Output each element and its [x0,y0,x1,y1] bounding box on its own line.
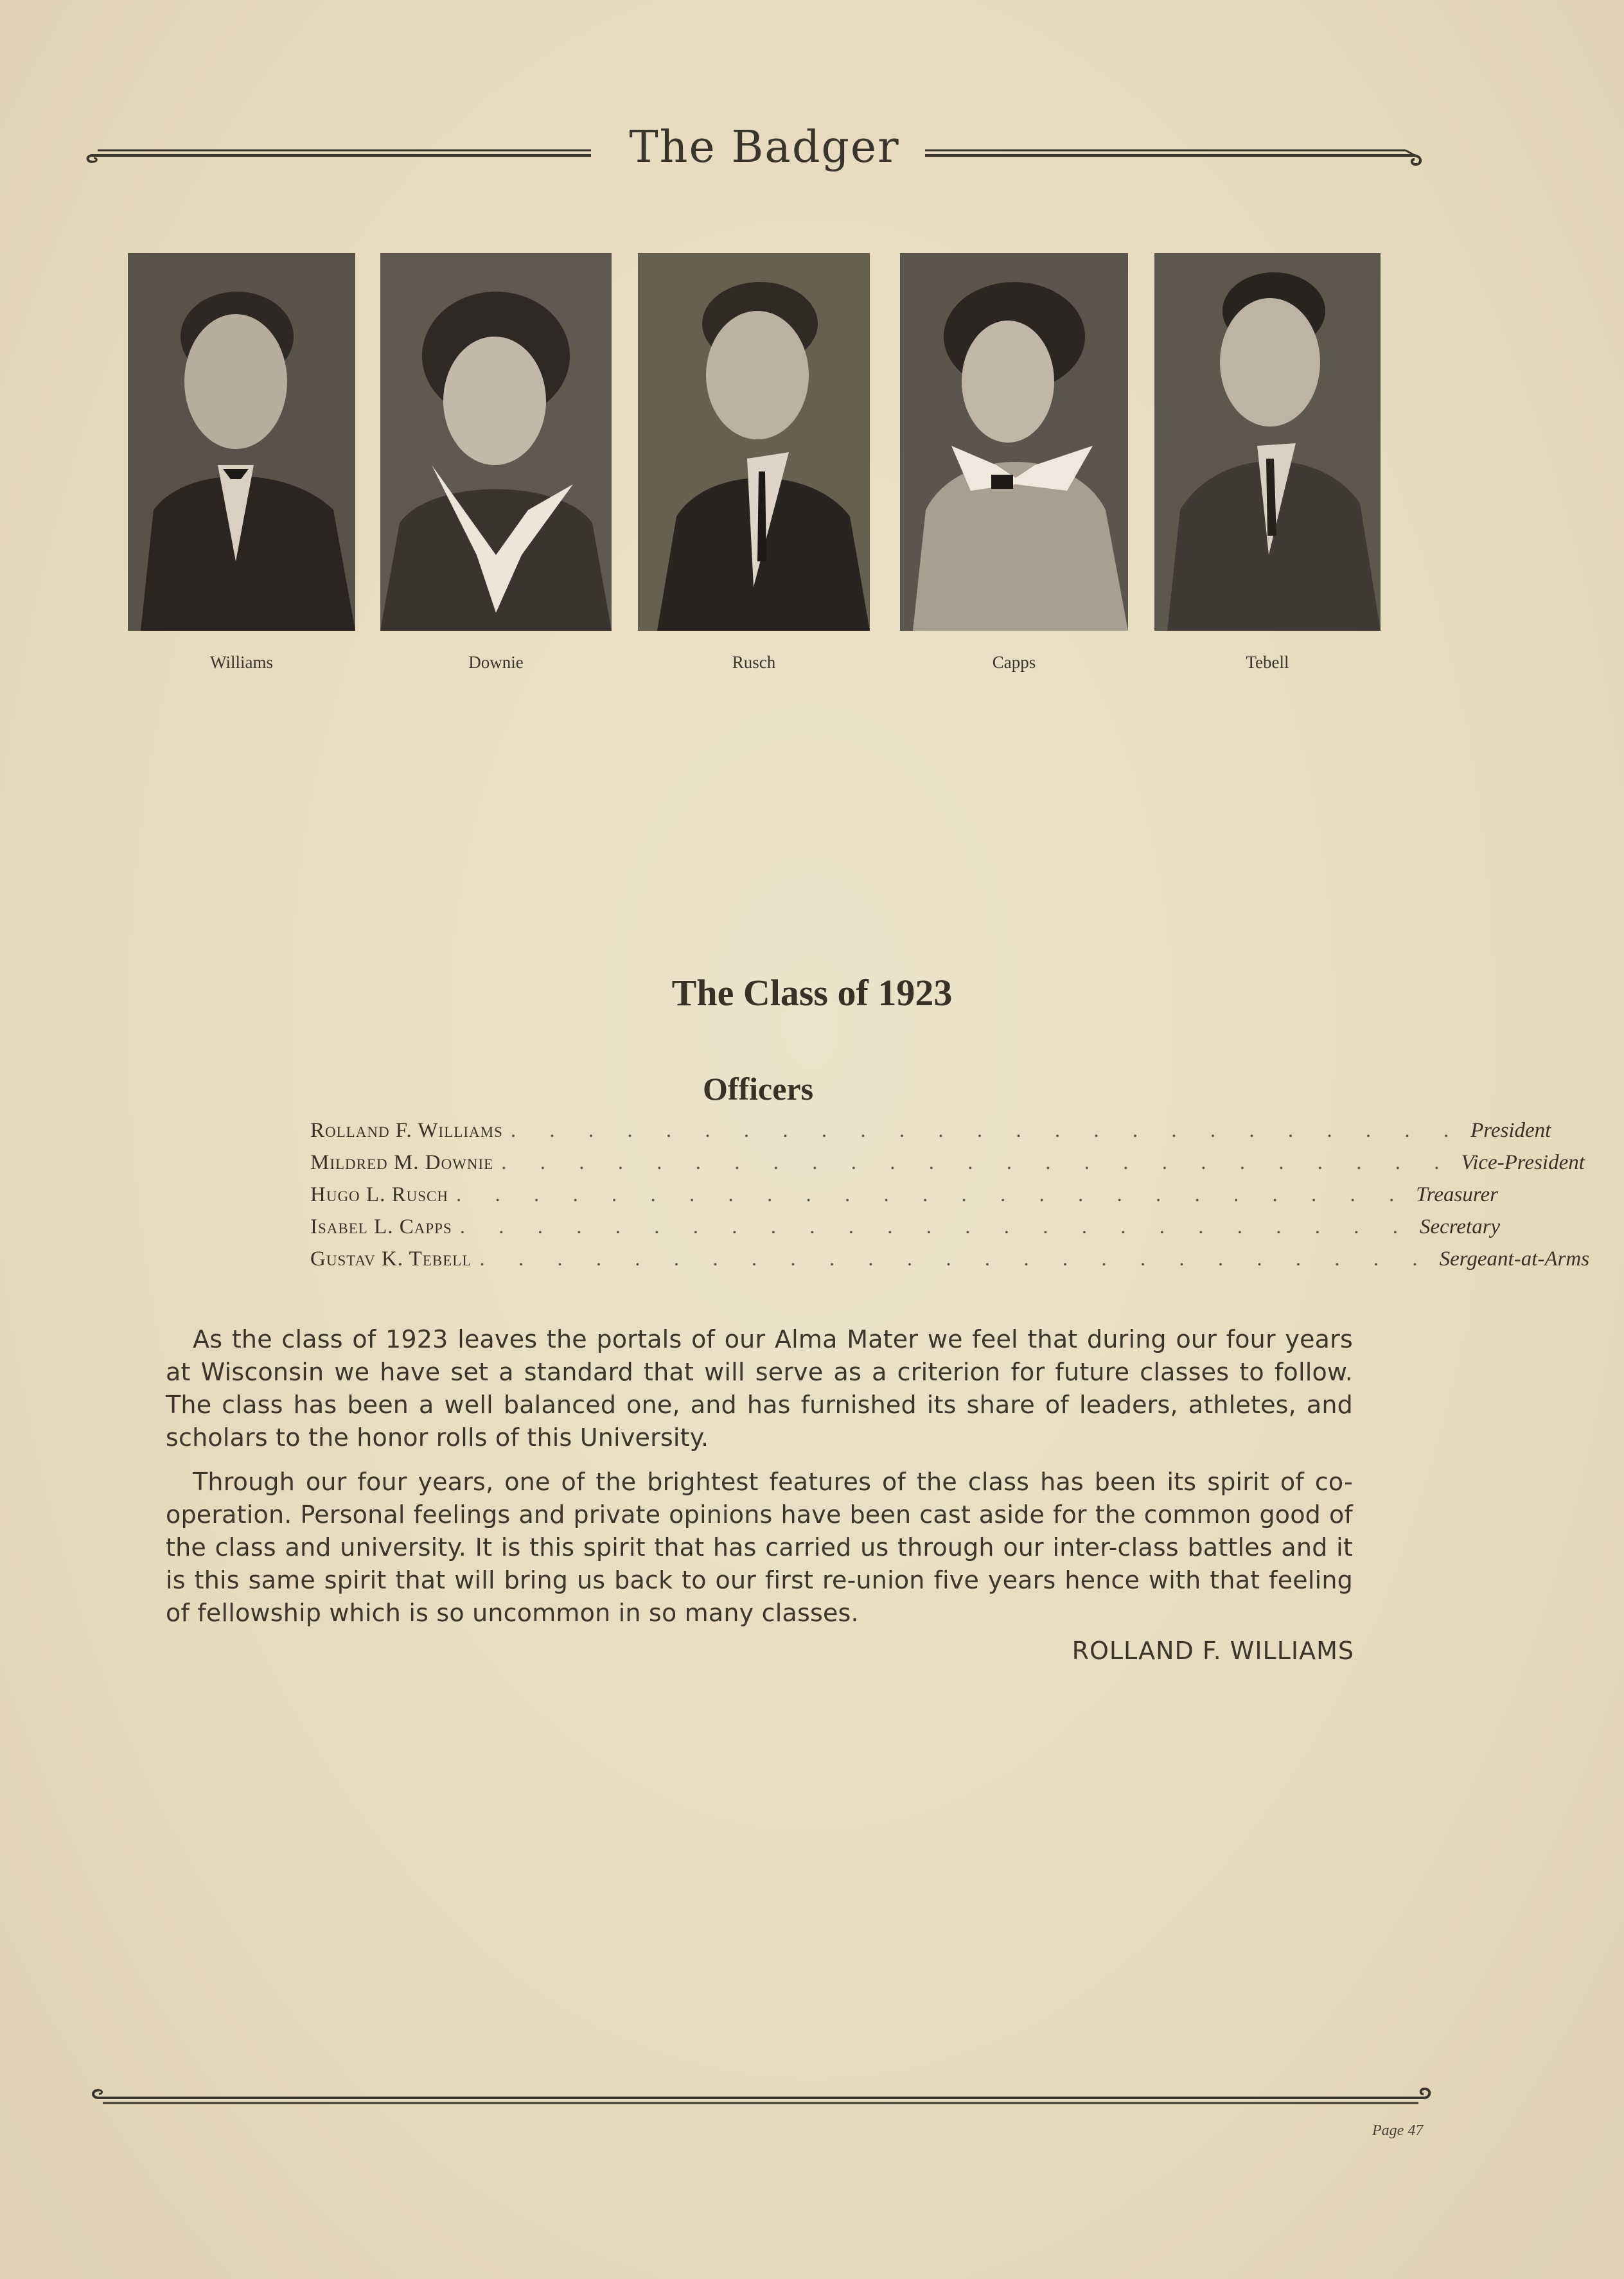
leader-dots: . . . . . . . . . . . . . . . . . . . . . . . . . [479,1247,1432,1271]
officer-row [310,1247,1590,1280]
leader-dots: . . . . . . . . . . . . . . . . . . . . . . . . . [510,1119,1463,1142]
signature: ROLLAND F. WILLIAMS [1072,1637,1354,1665]
paragraph: Through our four years, one of the brightest features of the class has been its spirit of co-operation. Personal feelings and private opinions have been cast aside for the common good of the class and university. It is this spirit that has carried us through our inter-class battles and it is this same spirit that will bring us back to our first re-union five years hence with that feeling of fellowship which is so uncommon in so many classes. [166,1468,1353,1627]
officer-role: Sergeant-at-Arms [1439,1247,1590,1271]
portrait-caption: Capps [992,653,1036,672]
officer-role: Vice-President [1461,1151,1585,1174]
portrait-williams [128,253,355,631]
officer-role: Secretary [1419,1215,1501,1238]
portrait-caption: Rusch [732,653,776,672]
portrait-downie [380,253,612,631]
section-title: The Class of 1923 [671,972,953,1014]
officer-role: Treasurer [1416,1183,1498,1206]
portrait-capps [900,253,1128,631]
officer-name: Isabel L. Capps [310,1215,452,1238]
officer-name: Gustav K. Tebell [310,1247,472,1271]
officer-row [310,1183,1498,1215]
body-text [166,1323,1353,1641]
portrait-caption: Williams [210,653,273,672]
footer-rule [90,2086,1433,2109]
officers-list [310,1119,1590,1280]
officers-heading: Officers [702,1071,814,1107]
officer-name: Mildred M. Downie [310,1151,494,1174]
header-rule-right [925,143,1426,168]
officer-row [310,1151,1585,1183]
officer-row [310,1215,1501,1247]
portrait-rusch [638,253,870,631]
leader-dots: . . . . . . . . . . . . . . . . . . . . . . . . . [501,1151,1454,1174]
leader-dots: . . . . . . . . . . . . . . . . . . . . . . . . . [455,1183,1409,1206]
page-number: Page 47 [1372,2122,1424,2139]
officer-name: Rolland F. Williams [310,1119,503,1142]
header-title: The Badger [629,122,900,173]
portrait-caption: Tebell [1246,653,1289,672]
paragraph: As the class of 1923 leaves the portals of our Alma Mater we feel that during our four years at Wisconsin we have set a standard that will serve as a criterion for future classes to follow. The class has been a well balanced one, and has furnished its share of leaders, athletes, and scholars to the honor rolls of this University. [166,1325,1353,1452]
officer-name: Hugo L. Rusch [310,1183,448,1206]
leader-dots: . . . . . . . . . . . . . . . . . . . . . . . . . [459,1215,1412,1238]
portrait-tebell [1154,253,1381,631]
officer-row [310,1119,1551,1151]
header-rule-left [84,143,597,168]
portrait-caption: Downie [468,653,524,672]
officer-role: President [1470,1119,1551,1142]
